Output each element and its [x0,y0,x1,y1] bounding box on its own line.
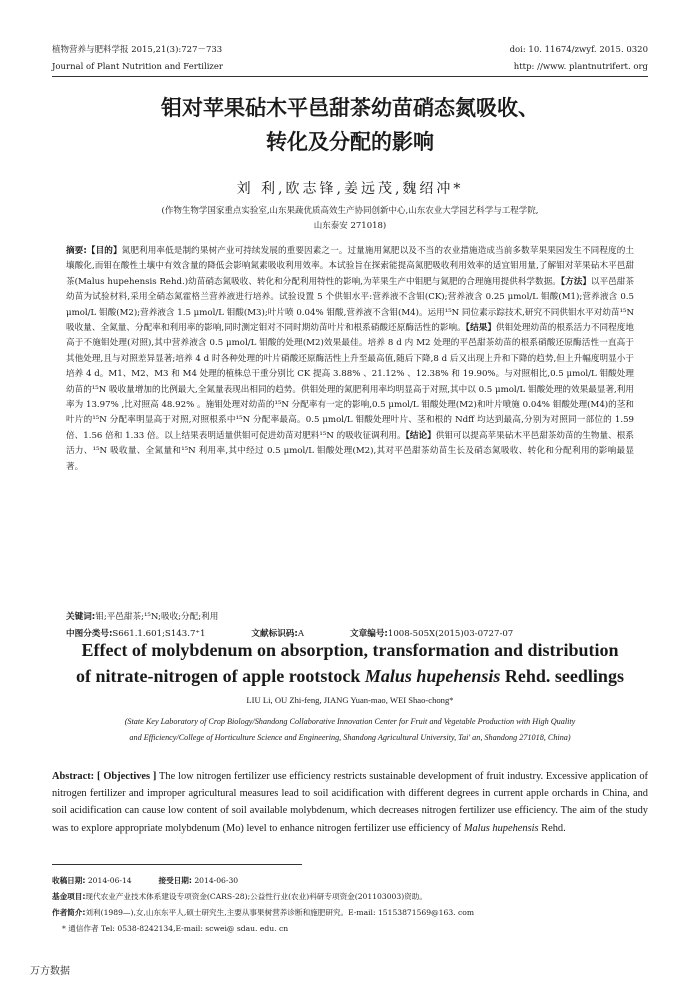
author-bio-text: 刘利(1989—),女,山东东平人,硕士研究生,主要从事果树营养诊断和施肥研究。E-mail: 15153871569@163. com [85,908,475,917]
footnote-author [52,907,648,919]
title-en-line-1: Effect of molybdenum on absorption, transformation and distribution [81,640,619,660]
results-label: 【结果】 [465,323,496,334]
methods-label: 【方法】 [560,276,591,287]
objectives-text: 氮肥利用率低是制约果树产业可持续发展的重要因素之一。过量施用氮肥以及不当的农业措施造成当前多数苹果果园发生不同程度的土壤酸化,而钼在酸性土壤中有效含量的降低会影响氮素吸收利用效率。本试验旨在探索能提高氮肥吸收利用效率的适宜钼用量,了解钼对苹果砧木平邑甜茶(Malus hupehensis Rehd.)幼苗硝态氮吸收、转化和分配利用特性的影响,为苹果生产中钼肥与氮肥的合理施用提供科学数据。 [66,246,634,287]
clc-label: 中图分类号: [66,629,113,639]
footnote-corresponding: * 通信作者 Tel: 0538-8242134,E-mail: scwei@ sdau. edu. cn [62,924,289,933]
journal-url[interactable]: http: //www. plantnutrifert. org [513,62,648,72]
accepted-label: 接受日期: [158,876,192,885]
authors-cn: 刘 利,欧志锋,姜远茂,魏绍冲* [236,181,464,197]
accepted-date: 2014-06-30 [194,876,239,885]
footnote-dates [52,875,648,887]
abstract-en-label: Abstract: [52,771,95,782]
fund-text: 现代农业产业技术体系建设专项资金(CARS-28);公益性行业(农业)科研专项资金(201103003)资助。 [85,892,427,901]
affiliation-en-line-2: and Efficiency/College of Horticulture Science and Engineering, Shandong Agricultural University, Tai' an, Shandong 271018, China) [129,733,571,742]
doi[interactable]: doi: 10. 11674/zwyf. 2015. 0320 [509,45,648,55]
methods-text: 以平邑甜茶幼苗为试验材料,采用全硝态氮霍格兰营养液进行培养。试验设置 5 个供钼水平:营养液不含钼(CK);营养液含 0.25 μmol/L 钼酸(M1);营养液含 0.5 μmol/L 钼酸(M2);营养液含 1.5 μmol/L 钼酸(M3);叶片喷 0.04% 钼酸,营养液不含钼(M4)。运用¹⁵N 同位素示踪技术,研究不同供钼水平对幼苗¹⁵N 吸收量、全氮量、分配率和利用率的影响,同时测定钼对不同时期幼苗叶片和根系硝酸还原酶活性的影响。 [66,276,634,334]
abstract-cn-label: 摘要: [66,246,87,256]
objectives-en-label: [ Objectives ] [97,771,157,782]
affiliation-cn-line-2: 山东泰安 271018) [313,221,387,231]
author-bio-label: 作者简介: [52,908,86,917]
abstract-en-species: Malus hupehensis [463,822,539,834]
fund-label: 基金项目: [52,892,86,901]
abstract-en-text-b: Rehd. [538,822,566,834]
article-number: 1008-505X(2015)03-0727-07 [387,629,514,639]
abstract-cn [66,244,634,475]
keywords-text: 钼;平邑甜茶;¹⁵N;吸收;分配;利用 [95,612,219,622]
affiliation-cn-line-1: (作物生物学国家重点实验室,山东果蔬优质高效生产协同创新中心,山东农业大学园艺科学与工程学院, [161,206,539,216]
received-label: 收稿日期: [52,876,86,885]
keywords-cn [66,610,634,624]
title-cn-line-1: 钼对苹果砧木平邑甜茶幼苗硝态氮吸收、 [161,96,539,120]
title-en-species: Malus hupehensis [364,666,501,686]
doc-code: A [297,629,305,639]
received-date: 2014-06-14 [87,876,132,885]
keywords-label: 关键词: [66,612,96,622]
doc-code-label: 文献标识码: [251,629,298,639]
abstract-en-text-a: The low nitrogen fertilizer use efficiency restricts sustainable development of fruit industry. Excessive application of nitrogen fertilizer and improper agricultural measures lead to soil acidification with different degrees in current apple orchards in China, and soil acidification can cause low content of soil available molybdenum, which decreases nitrogen fertilizer use efficiency. The aim of the study was to explore appropriate molybdenum (Mo) level to enhance nitrogen fertilizer use efficiency of [52,771,648,834]
title-en-line-2-b: Rehd. seedlings [500,666,624,686]
objectives-label: 【目的】 [86,246,122,256]
title-en-line-2-a: of nitrate-nitrogen of apple rootstock [76,666,365,686]
title-cn-line-2: 转化及分配的影响 [266,130,434,154]
conclusion-text: 供钼可以提高苹果砧木平邑甜茶幼苗的生物量、根系活力、¹⁵N 吸收量、全氮量和¹⁵N 利用率,其中经过 0.5 μmol/L 钼酸处理(M2),其对平邑甜茶幼苗生长及硝态氮吸收、转化和分配利用的影响最显著。 [66,430,634,472]
header-rule [52,76,648,77]
watermark-wanfang: 万方数据 [30,966,70,977]
results-text: 供钼处理幼苗的根系活力不同程度地高于不施钼处理(对照),其中营养液含 0.5 μmol/L 钼酸的处理(M2)效果最佳。培养 8 d 内 M2 处理的平邑甜茶幼苗的根系硝酸还原酶活性一直高于其他处理,且与对照差异显著;培养 4 d 时各种处理的叶片硝酸还原酶活性上升至最高值,随后下降,8 d 后又出现上升和下降的趋势,但上升幅度明显小于培养 4 d。M1、M2、M3 和 M4 处理的植株总干重分别比 CK 提高 3.88% 、21.12% 、12.38% 和 19.90%。与对照相比,0.5 μmol/L 钼酸处理幼苗的¹⁵N 吸收量增加的比例最大,全氮量表现出相同的趋势。供钼处理的氮肥利用率均明显高于对照,其中以 0.5 μmol/L 钼酸处理的效果最显著,利用率为 13.97% ,比对照高 48.92% 。施钼处理对幼苗的¹⁵N 分配率有一定的影响,0.5 μmol/L 钼酸处理(M2)和叶片喷施 0.04% 钼酸处理(M4)的茎和叶片的¹⁵N 分配率明显高于对照,对照根系中¹⁵N 分配率最高。0.5 μmol/L 钼酸处理叶片、茎和根的 Ndff 均达到最高,分别为对照同一部位的 1.59 倍、1.56 倍和 1.33 倍。以上结果表明适量供钼可促进幼苗对肥料¹⁵N 的吸收征调利用。 [66,323,634,441]
abstract-en [52,768,648,837]
footnote-rule [52,864,302,865]
title-en-line-2 [40,663,660,689]
article-number-label: 文章编号: [350,629,388,639]
authors-en: LIU Li, OU Zhi-feng, JIANG Yuan-mao, WEI Shao-chong* [246,695,454,705]
journal-name-en: Journal of Plant Nutrition and Fertilizer [52,62,223,72]
affiliation-en-line-1: (State Key Laboratory of Crop Biology/Shandong Collaborative Innovation Center for Fruit and Vegetable Production with High Quality [124,717,576,726]
journal-citation-cn: 植物营养与肥料学报 2015,21(3):727－733 [52,45,223,55]
clc-number: S661.1.601;S143.7⁺1 [112,629,206,639]
footnote-fund [52,891,648,903]
conclusion-label: 【结论】 [405,430,436,441]
